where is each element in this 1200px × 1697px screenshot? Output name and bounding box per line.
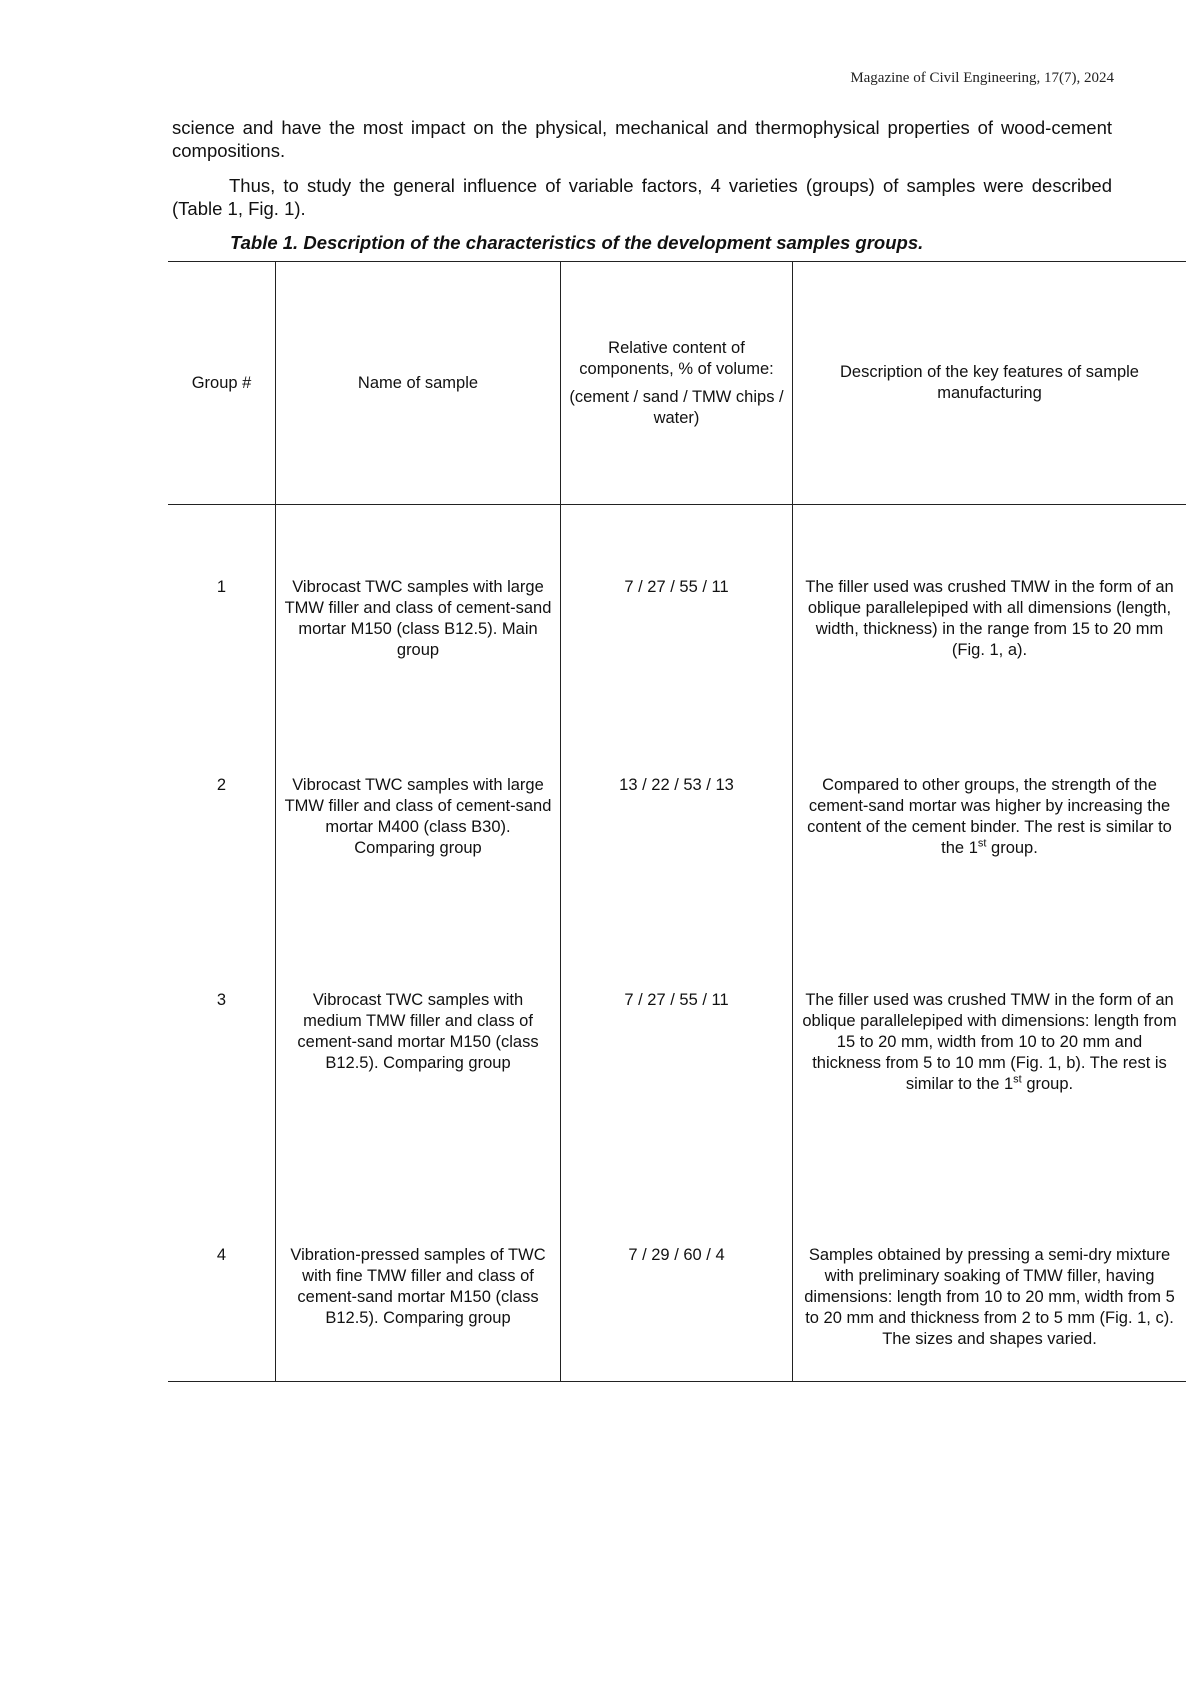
cell-name: Vibration-pressed samples of TWC with fine TMW filler and class of cement-sand mortar M150 (class B12.5). Comparing group — [276, 1190, 561, 1382]
cell-content: 7 / 27 / 55 / 11 — [561, 935, 793, 1190]
cell-name: Vibrocast TWC samples with large TMW filler and class of cement-sand mortar M400 (class B30). Comparing group — [276, 720, 561, 935]
samples-table — [168, 261, 1186, 1382]
cell-group: 3 — [168, 935, 276, 1190]
cell-group: 1 — [168, 505, 276, 721]
cell-name: Vibrocast TWC samples with large TMW filler and class of cement-sand mortar M150 (class B12.5). Main group — [276, 505, 561, 721]
cell-description: The filler used was crushed TMW in the form of an oblique parallelepiped with all dimensions (length, width, thickness) in the range from 15 to 20 mm (Fig. 1, a). — [793, 505, 1187, 721]
header-content-sub: (cement / sand / TMW chips / water) — [569, 387, 784, 427]
cell-description — [793, 935, 1187, 1190]
cell-description — [793, 720, 1187, 935]
description-text: The filler used was crushed TMW in the form of an oblique parallelepiped with dimensions: length from 15 to 20 mm, width from 10 to 20 mm and thickness from 5 to 10 mm (Fig. 1, b). The rest is similar to the 1 — [802, 991, 1177, 1093]
table-row — [168, 935, 1186, 1190]
header-name: Name of sample — [276, 262, 561, 505]
cell-description: Samples obtained by pressing a semi-dry mixture with preliminary soaking of TMW filler, having dimensions: length from 10 to 20 mm, width from 5 to 20 mm and thickness from 2 to 5 mm (Fig. 1, c). The sizes and shapes varied. — [793, 1190, 1187, 1382]
cell-content: 13 / 22 / 53 / 13 — [561, 720, 793, 935]
cell-group: 4 — [168, 1190, 276, 1382]
description-text: Compared to other groups, the strength of the cement-sand mortar was higher by increasing the content of the cement binder. The rest is similar to the 1 — [807, 776, 1172, 857]
table-row — [168, 505, 1186, 721]
paragraph-intro-table: Thus, to study the general influence of variable factors, 4 varieties (groups) of samples were described (Table 1, Fig. 1). — [172, 175, 1112, 219]
cell-name: Vibrocast TWC samples with medium TMW filler and class of cement-sand mortar M150 (class B12.5). Comparing group — [276, 935, 561, 1190]
header-content-main: Relative content of components, % of volume: — [579, 338, 774, 378]
ordinal-superscript: st — [1013, 1073, 1022, 1086]
table-row — [168, 720, 1186, 935]
table-caption: Table 1. Description of the characteristics of the development samples groups. — [230, 232, 924, 253]
cell-content: 7 / 27 / 55 / 11 — [561, 505, 793, 721]
table-header-row — [168, 262, 1186, 505]
header-description: Description of the key features of sample manufacturing — [793, 262, 1187, 505]
cell-group: 2 — [168, 720, 276, 935]
description-text-end: group. — [986, 839, 1038, 857]
paragraph-continuation: science and have the most impact on the physical, mechanical and thermophysical properties of wood-cement compositions. — [172, 117, 1112, 161]
ordinal-superscript: st — [977, 837, 987, 850]
table-row — [168, 1190, 1186, 1382]
cell-content: 7 / 29 / 60 / 4 — [561, 1190, 793, 1382]
description-text-end: group. — [1021, 1075, 1074, 1093]
header-content — [561, 262, 793, 505]
header-group: Group # — [168, 262, 276, 505]
journal-header: Magazine of Civil Engineering, 17(7), 2024 — [850, 70, 1114, 86]
